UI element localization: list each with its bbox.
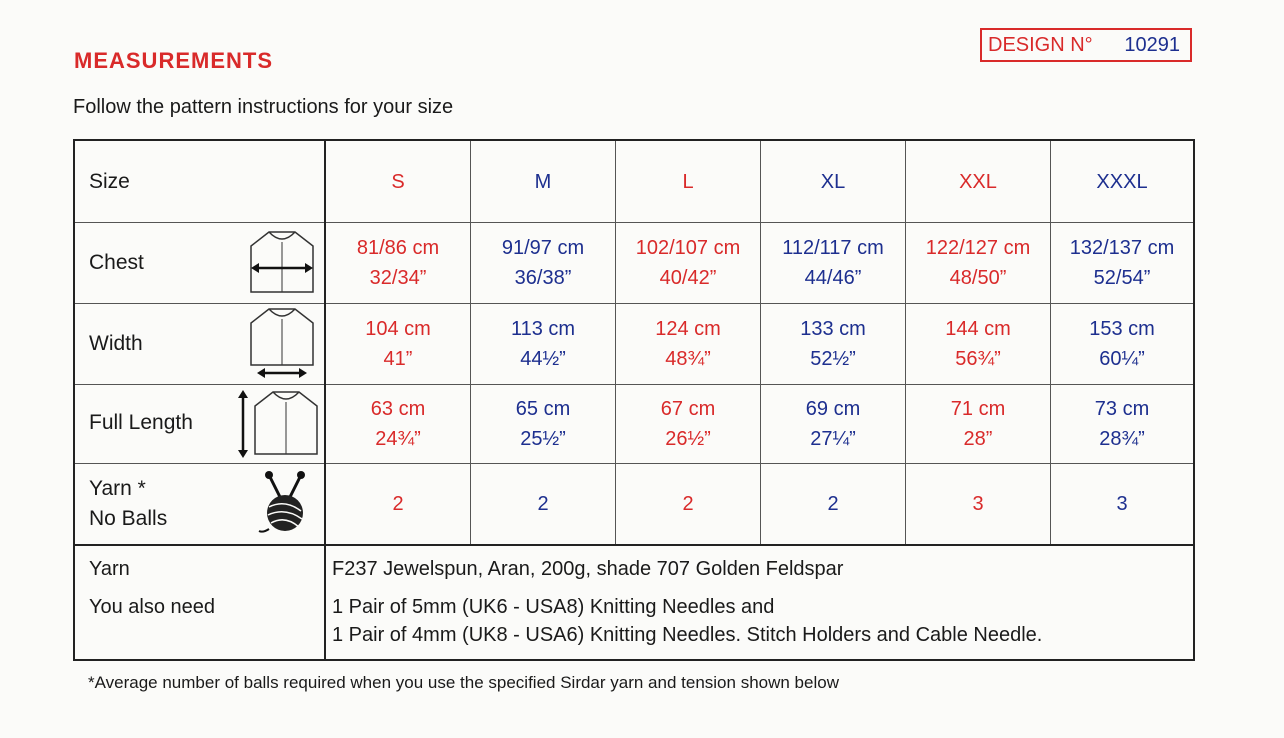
length-m: 65 cm 25½” [471,384,616,463]
width-xxxl: 153 cm 60¼” [1089,317,1155,370]
balls-s: 2 [326,463,471,544]
details-labels [75,544,326,659]
yarn-value: F237 Jewelspun, Aran, 200g, shade 707 Golden Feldspar [332,558,844,580]
details-values [326,544,1193,659]
no-balls-label: No Balls [89,507,168,530]
chest-xxxl: 132/137 cm 52/54” [1069,236,1175,289]
yarn-label: Yarn * [89,477,146,500]
length-l: 67 cm 26½” [616,384,761,463]
row-label-cell [75,384,326,463]
length-xxxl: 73 cm 28¾” [1094,397,1150,450]
length-xl: 69 cm 27¼” [761,384,906,463]
row-label-cell [75,141,326,222]
design-number: 10291 [1124,33,1180,56]
need-line-2: 1 Pair of 4mm (UK8 - USA6) Knitting Needles. Stitch Holders and Cable Needle. [332,624,1043,646]
row-label-cell [75,463,326,544]
width-m: 113 cm 44½” [471,303,616,384]
table-row-length [75,384,1193,464]
balls-xl: 2 [761,463,906,544]
design-number-box [980,28,1192,62]
chest-xl: 112/117 cm 44/46” [761,222,906,303]
size-xxl: XXL [906,141,1051,222]
size-xl: XL [761,141,906,222]
measurements-table [73,139,1195,661]
row-label-cell [75,222,326,303]
length-s: 63 cm 24¾” [326,384,471,463]
chest-garment-icon [247,230,317,296]
also-need-label: You also need [89,596,216,618]
width-s: 104 cm 41” [326,303,471,384]
page-title: MEASUREMENTS [74,48,274,73]
subtitle: Follow the pattern instructions for your size [73,96,454,118]
size-xxxl: XXXL [1096,170,1148,193]
chest-l: 102/107 cm 40/42” [616,222,761,303]
table-row-width [75,303,1193,385]
size-s: S [326,141,471,222]
length-label: Full Length [89,411,193,434]
size-l: L [616,141,761,222]
details-section [75,544,1193,659]
width-label: Width [89,332,143,355]
chest-s: 81/86 cm 32/34” [326,222,471,303]
size-m: M [471,141,616,222]
width-garment-icon [247,307,317,379]
table-row-chest [75,222,1193,304]
length-xxl: 71 cm 28” [906,384,1051,463]
table-row-size [75,141,1193,223]
yarn-details-label: Yarn [89,558,130,580]
yarn-ball-icon [255,469,313,535]
chest-m: 91/97 cm 36/38” [471,222,616,303]
width-xl: 133 cm 52½” [761,303,906,384]
chest-xxl: 122/127 cm 48/50” [906,222,1051,303]
need-line-1: 1 Pair of 5mm (UK6 - USA8) Knitting Needles and [332,596,775,618]
length-garment-icon [235,388,321,460]
row-label-cell [75,303,326,384]
footnote: *Average number of balls required when you use the specified Sirdar yarn and tension shown below [88,673,839,692]
balls-m: 2 [471,463,616,544]
design-label: DESIGN N° [988,33,1093,56]
width-xxl: 144 cm 56¾” [906,303,1051,384]
balls-l: 2 [616,463,761,544]
size-label: Size [89,170,130,193]
width-l: 124 cm 48¾” [616,303,761,384]
table-row-yarn-balls [75,463,1193,546]
chest-label: Chest [89,251,144,274]
balls-xxl: 3 [906,463,1051,544]
balls-xxxl: 3 [1116,492,1128,515]
